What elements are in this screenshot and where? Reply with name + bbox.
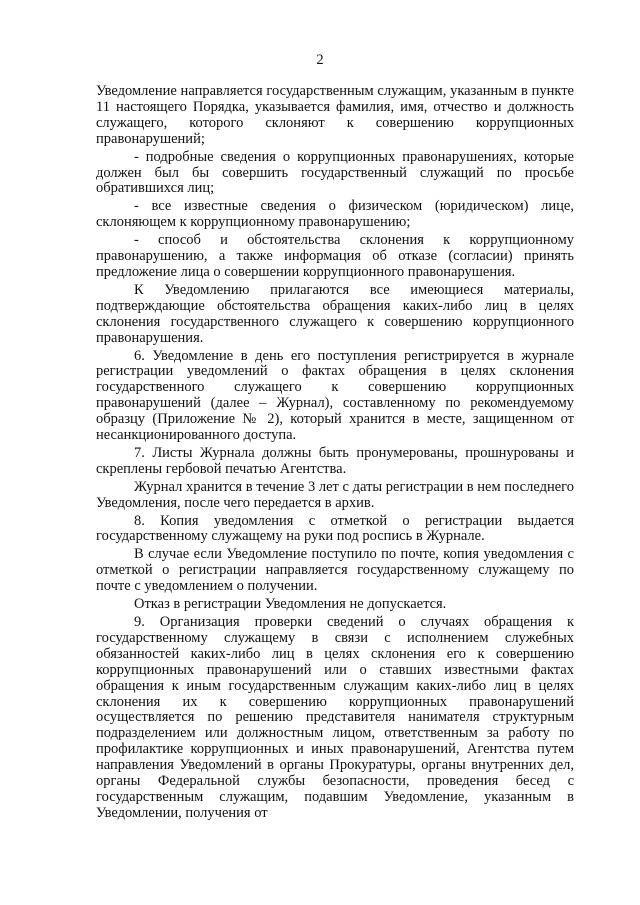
paragraph: 9. Организация проверки сведений о случаях обращения к государственному служащему в связи с исполнением служебных обязанностей каких-либо лиц в целях склонения его к совершению коррупционных правонарушений или о ставших известными фактах обращения к иным государственным служащим каких-либо лиц в целях склонения их к совершению коррупционных правонарушений осуществляется по решению представителя нанимателя структурным подразделением или должностным лицом, ответственным за работу по профилактике коррупционных и иных правонарушений, Агентства путем направления Уведомлений в органы Прокуратуры, органы внутренних дел, органы Федеральной службы безопасности, проведения бесед с государственным служащим, подавшим Уведомление, указанным в Уведомлении, получения от [96,614,574,821]
paragraph: 8. Копия уведомления с отметкой о регистрации выдается государственному служащему на руки под роспись в Журнале. [96,512,574,545]
paragraph: 6. Уведомление в день его поступления регистрируется в журнале регистрации уведомлений о фактах обращения в целях склонения государственного служащего к совершению коррупционных правонарушений (далее – Журнал), составленному по рекомендуемому образцу (Приложение № 2), который хранится в месте, защищенном от несанкционированного доступа. [96,347,574,444]
body-text [96,84,574,824]
paragraph: - способ и обстоятельства склонения к коррупционному правонарушению, а также информация об отказе (согласии) принять предложение лица о совершении коррупционного правонарушения. [96,232,574,280]
paragraph: - подробные сведения о коррупционных правонарушениях, которые должен был бы совершить государственный служащий по просьбе обратившихся лиц; [96,148,574,197]
paragraph: К Уведомлению прилагаются все имеющиеся материалы, подтверждающие обстоятельства обращения каких-либо лиц в целях склонения государственного служащего к совершению коррупционного правонарушения. [96,281,574,346]
page-number: 2 [316,52,324,68]
paragraph: Уведомление направляется государственным служащим, указанным в пункте 11 настоящего Порядка, указывается фамилия, имя, отчество и должность служащего, которого склоняют к совершению коррупционных правонарушений; [96,83,574,147]
paragraph: 7. Листы Журнала должны быть пронумерованы, прошнурованы и скреплены гербовой печатью Агентства. [96,444,574,477]
paragraph: Отказ в регистрации Уведомления не допускается. [134,596,447,613]
paragraph: Журнал хранится в течение 3 лет с даты регистрации в нем последнего Уведомления, после чего передается в архив. [96,478,574,511]
paragraph: - все известные сведения о физическом (юридическом) лице, склоняющем к коррупционному правонарушению; [96,198,574,231]
paragraph: В случае если Уведомление поступило по почте, копия уведомления с отметкой о регистрации направляется государственному служащему по почте с уведомлением о получении. [96,546,574,595]
